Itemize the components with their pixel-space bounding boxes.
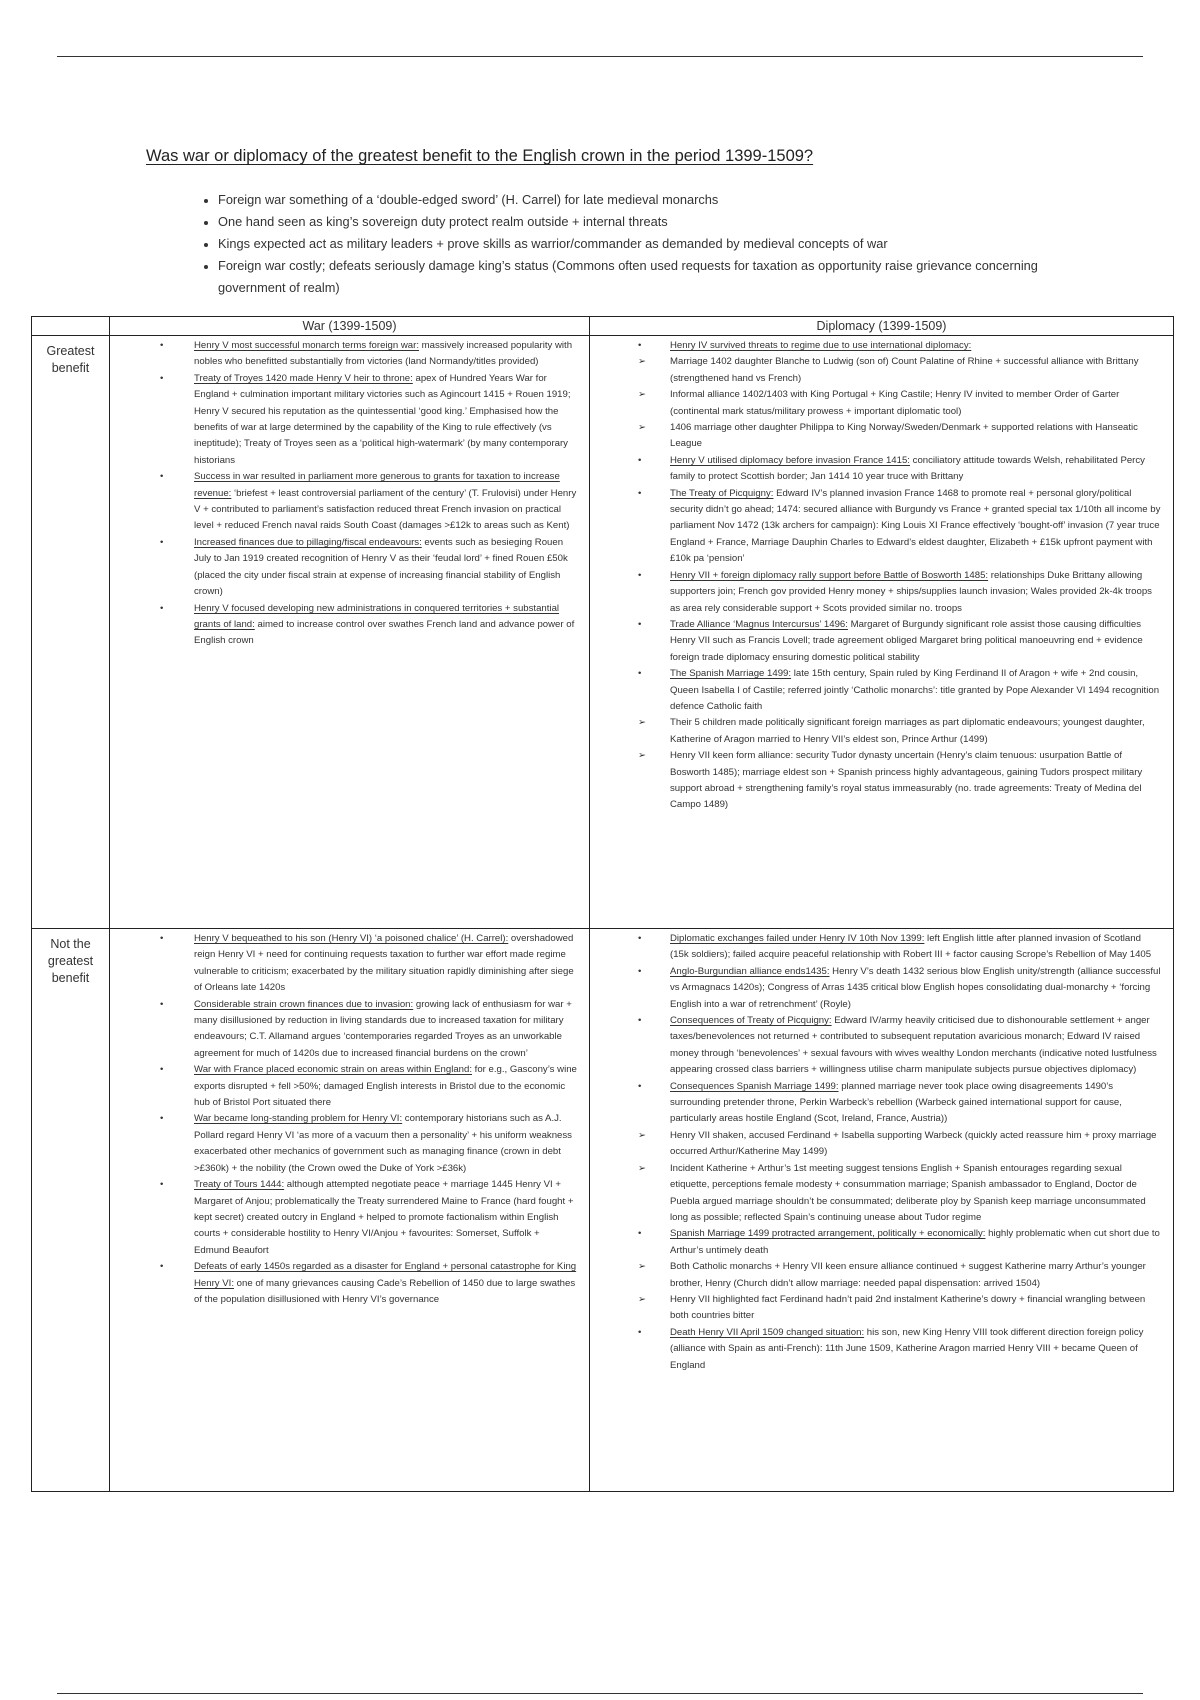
bullet-marker: • (638, 569, 642, 581)
item-text: although attempted negotiate peace + marriage 1445 Henry VI + Margaret of Anjou; problematically the Treaty surrendered Maine to France (hard fought + kept secret) created outcry in England + helped to promote factionalism within English courts + considerable hostility to Henry VI/Anjou + favourites: Somerset, Suffolk + Edmund Beaufort (194, 1179, 574, 1256)
bullet-marker: • (160, 998, 164, 1010)
list-item (590, 387, 1169, 420)
item-heading: War with France placed economic strain on areas within England: (194, 1064, 472, 1076)
item-heading: Henry V most successful monarch terms foreign war: (194, 340, 419, 351)
item-heading: Consequences of Treaty of Picquigny: (670, 1015, 832, 1027)
list-item (590, 354, 1169, 387)
item-text: Henry VII highlighted fact Ferdinand hadn’t paid 2nd instalment Katherine’s dowry + financial wrangling between both countries bitter (670, 1293, 1146, 1322)
item-text: overshadowed reign Henry VI + need for continuing requests taxation to further war effort made regime vulnerable to criticism; exacerbated by the military situation rapidly diminishing after siege of Orleans late 1420s (194, 933, 574, 994)
item-heading: Death Henry VII April 1509 changed situation: (670, 1326, 865, 1338)
arrow-bullet-icon: ➢ (638, 1162, 647, 1174)
row-label: Not the greatest benefit (32, 929, 110, 1492)
row-label: Greatest benefit (32, 336, 110, 929)
arrow-bullet-icon: ➢ (638, 422, 647, 434)
item-heading: Henry V focused developing new administrations in conquered territories + substantial grants of land: (194, 602, 560, 630)
diplomacy-cell (590, 336, 1174, 929)
table-header-row (32, 317, 1174, 336)
item-text: conciliatory attitude towards Welsh, rehabilitated Percy family to protect Scottish border; Jan 1414 10 year truce with Brittany (670, 454, 1145, 483)
bullet-marker: • (160, 1064, 164, 1076)
comparison-table (31, 316, 1174, 1492)
list-item (590, 1259, 1169, 1292)
list-item (590, 617, 1169, 666)
bottom-rule (57, 1693, 1143, 1694)
list-item (590, 568, 1169, 617)
item-text: Both Catholic monarchs + Henry VII keen ensure alliance continued + suggest Katherine marry Arthur’s younger brother, Henry (Church didn’t allow marriage: needed papal dispensation: arrived 1504) (670, 1261, 1146, 1289)
arrow-bullet-icon: ➢ (638, 717, 647, 729)
list-item (110, 1111, 585, 1177)
header-diplomacy: Diplomacy (1399-1509) (590, 317, 1174, 336)
bullet-marker: • (638, 618, 642, 630)
item-heading: Considerable strain crown finances due to invasion: (194, 998, 414, 1010)
list-item (110, 1259, 585, 1308)
item-text: Henry VII keen form alliance: security Tudor dynasty uncertain (Henry’s claim tenuous: usurpation Battle of Bosworth 1485); marriage eldest son + Spanish princess highly advantageous, gaining Tudors prospect military support abroad + strengthening family’s royal status immeasurably (no. trade agreements: Treaty of Medina del Campo 1489) (670, 750, 1143, 811)
item-text: late 15th century, Spain ruled by King Ferdinand II of Aragon + wife + 2nd cousin, Queen Isabella I of Castile; referred jointly ‘Catholic monarchs’: title granted by Pope Alexander VI 1494 recognition defence Catholic faith (670, 668, 1160, 712)
list-item (110, 997, 585, 1063)
list-item (110, 371, 585, 469)
bullet-marker: • (160, 1113, 164, 1125)
table-row-greatest-benefit (32, 336, 1174, 929)
item-heading: Defeats of early 1450s regarded as a disaster for England + personal catastrophe for King Henry VI: (194, 1261, 577, 1289)
list-item (590, 1128, 1169, 1161)
list-item (590, 420, 1169, 453)
item-heading: Diplomatic exchanges failed under Henry IV 10th Nov 1399: (670, 933, 925, 944)
item-text: growing lack of enthusiasm for war + many disillusioned by reduction in living standards due to increased taxation for military endeavours; C.T. Allamand argues ‘contemporaries regarded Troyes as an unworkable agreement for much of 1420s due to increased financial burdens on the crown’ (194, 998, 572, 1059)
item-text: Their 5 children made politically significant foreign marriages as part diplomatic endeavours; youngest daughter, Katherine of Aragon married to Henry VII’s eldest son, Prince Arthur (1499) (670, 717, 1145, 745)
bullet-marker: • (160, 536, 164, 548)
item-text: Henry VII shaken, accused Ferdinand + Isabella supporting Warbeck (quickly acted reassure him + proxy marriage occurred Arthur/Katherine May 1499) (670, 1129, 1157, 1158)
list-item (110, 601, 585, 650)
item-text: events such as besieging Rouen July to Jan 1919 created recognition of Henry V as their ‘feudal lord’ + fined Rouen £50k (placed the city under fiscal strain at expense of increasing financial stability of English crown) (194, 536, 568, 598)
item-text: left English little after planned invasion of Scotland (15k soldiers); failed acquire peaceful relationship with Robert III + factor causing Scrope’s Rebellion of May 1405 (670, 933, 1152, 961)
list-item (590, 931, 1169, 964)
item-heading: Increased finances due to pillaging/fiscal endeavours: (194, 536, 422, 548)
bullet-marker: • (638, 340, 642, 351)
item-text: for e.g., Gascony’s wine exports disrupted + fell >50%; damaged English interests in Bristol due to the economic hub of Bristol Port situated there (194, 1064, 577, 1109)
bullet-marker: • (160, 340, 164, 351)
arrow-bullet-icon: ➢ (638, 1261, 647, 1273)
bullet-marker: • (638, 668, 642, 680)
list-item (590, 1325, 1169, 1374)
item-heading: Henry IV survived threats to regime due to use international diplomacy: (670, 340, 972, 351)
arrow-bullet-icon: ➢ (638, 356, 647, 368)
item-heading: Treaty of Troyes 1420 made Henry V heir to throne: (194, 372, 413, 384)
bullet-marker: • (638, 1015, 642, 1027)
bullet-marker: • (160, 1179, 164, 1191)
list-item (110, 535, 585, 601)
list-item (110, 1062, 585, 1111)
bullet-marker: • (638, 1080, 642, 1092)
item-text: contemporary historians such as A.J. Pollard regard Henry VI ‘as more of a vacuum then a personality’ + his uniform weakness exacerbated other mechanics of government such as managing finance (crown in debt >£360k) + the nobility (the Crown owed the Duke of York >£36k) (194, 1113, 572, 1174)
intro-point: • One hand seen as king’s sovereign duty protect realm outside + internal threats (218, 211, 1078, 233)
header-war: War (1399-1509) (110, 317, 590, 336)
item-heading: The Treaty of Picquigny: (670, 487, 774, 499)
bullet-marker: • (160, 1261, 164, 1273)
item-heading: Spanish Marriage 1499 protracted arrangement, politically + economically: (670, 1228, 986, 1240)
top-rule (57, 56, 1143, 57)
item-text: apex of Hundred Years War for England + culmination important military victories such as Agincourt 1415 + Rouen 1919; Henry V secured his reputation as the quintessential ‘good king.’ Emphasised how the benefits of war at large determined by the capability of the King to rule effectively (vs ineptitude); Treaty of Troyes seen as a ‘political high-watermark’ (by many contemporary historians (194, 372, 571, 466)
page-title: Was war or diplomacy of the greatest benefit to the English crown in the period 1399-1509? (146, 147, 814, 165)
list-item (590, 338, 1169, 354)
item-heading: Henry V bequeathed to his son (Henry VI) ‘a poisoned chalice’ (H. Carrel): (194, 933, 509, 944)
arrow-bullet-icon: ➢ (638, 1129, 647, 1141)
item-text: Marriage 1402 daughter Blanche to Ludwig (son of) Count Palatine of Rhine + successful alliance with Brittany (strengthened hand vs French) (670, 356, 1139, 384)
item-heading: War became long-standing problem for Henry VI: (194, 1113, 403, 1125)
list-item (590, 666, 1169, 715)
item-text: massively increased popularity with nobles who benefitted substantially from victories (land Normandy/titles provided) (194, 340, 573, 368)
item-heading: Henry VII + foreign diplomacy rally support before Battle of Bosworth 1485: (670, 569, 989, 581)
list-item (590, 1161, 1169, 1227)
item-text: one of many grievances causing Cade’s Rebellion of 1450 due to large swathes of the population disillusioned with Henry VI’s governance (194, 1277, 576, 1305)
list-item (590, 964, 1169, 1013)
table-row-not-greatest-benefit (32, 929, 1174, 1492)
item-text: 1406 marriage other daughter Philippa to King Norway/Sweden/Denmark + supported relations with Hanseatic League (670, 422, 1138, 450)
item-heading: Treaty of Tours 1444: (194, 1179, 285, 1191)
item-heading: Henry V utilised diplomacy before invasion France 1415: (670, 454, 910, 466)
list-item (110, 469, 585, 535)
list-item (590, 1079, 1169, 1128)
header-blank (32, 317, 110, 336)
list-item (110, 338, 585, 371)
item-heading: The Spanish Marriage 1499: (670, 668, 792, 680)
item-text: Informal alliance 1402/1403 with King Portugal + King Castile; Henry IV invited to member Order of Garter (continental mark status/military prowess + important diplomatic tool) (670, 389, 1120, 417)
item-text: highly problematic when cut short due to Arthur’s untimely death (670, 1228, 1160, 1256)
list-item (590, 453, 1169, 486)
list-item (110, 1177, 585, 1259)
bullet-marker: • (638, 1326, 642, 1338)
item-heading: Success in war resulted in parliament more generous to grants for taxation to increase revenue: (194, 471, 560, 499)
war-cell (110, 336, 590, 929)
arrow-bullet-icon: ➢ (638, 750, 647, 762)
bullet-marker: • (638, 454, 642, 466)
intro-point: • Foreign war costly; defeats seriously damage king’s status (Commons often used requests for taxation as opportunity raise grievance concerning government of realm) (218, 255, 1078, 299)
item-heading: Consequences Spanish Marriage 1499: (670, 1080, 839, 1092)
item-heading: Anglo-Burgundian alliance ends1435: (670, 965, 830, 977)
item-text: aimed to increase control over swathes French land and advance power of English crown (194, 618, 575, 647)
intro-point: • Foreign war something of a ‘double-edged sword’ (H. Carrel) for late medieval monarchs (218, 189, 1078, 211)
item-text: Margaret of Burgundy significant role assist those causing difficulties Henry VII such as Francis Lovell; trade agreement obliged Margaret bring political manoeuvring end + evidence foreign trade diplomacy ensuring domestic political stability (670, 618, 1143, 663)
list-item (590, 1226, 1169, 1259)
item-text: Henry V’s death 1432 serious blow English unity/strength (alliance successful vs Armagnacs 1420s); Congress of Arras 1435 critical blow English hopes consolidating dual-monarchy + ‘forcing English into a war of retrenchment’ (Royle) (670, 965, 1161, 1010)
bullet-marker: • (160, 372, 164, 384)
item-text: his son, new King Henry VIII took different direction foreign policy (alliance with Spain as anti-French): 11th June 1509, Katherine Aragon married Henry VIII + became Queen of England (670, 1326, 1144, 1371)
bullet-marker: • (638, 965, 642, 977)
item-text: Edward IV/army heavily criticised due to dishonourable settlement + anger taxes/benevolences not returned + contributed to subsequent reputation avaricious monarch; Edward IV raised money through ‘benevolences’ + sexual favours with wives wealthy London merchants (indicative noted lustfulness appearing crossed class barriers + willingness utilise charm manipulate subjects pursue objectives diplomacy) (670, 1015, 1157, 1076)
intro-list (178, 189, 1078, 299)
item-text: Incident Katherine + Arthur’s 1st meeting suggest tensions English + Spanish entourages regarding sexual etiquette, perceptions female modesty + consummation marriage; Spanish ambassador to England, Doctor de Puebla argued marriage shouldn’t be consummated; deliberate ploy by Spanish keep marriage unconsummated long as possible; reflected Spain’s continuing unease about Tudor regime (670, 1162, 1146, 1223)
item-text: Edward IV’s planned invasion France 1468 to promote real + personal glory/political security didn’t go ahead; 1474: secured alliance with Burgundy vs France + granted special tax 1/10th all income by parliament Nov 1472 (13k archers for campaign): King Louis XI France effectively ‘bought-off’ invasion (7 year truce England + France, Marriage Dauphin Charles to Edward’s eldest daughter, Elizabeth + £15k upfront payment with £10k pa ‘pension’ (670, 487, 1161, 565)
list-item (590, 748, 1169, 814)
bullet-marker: • (160, 471, 164, 483)
bullet-marker: • (160, 602, 164, 614)
list-item (590, 715, 1169, 748)
war-cell (110, 929, 590, 1492)
item-heading: Trade Alliance ‘Magnus Intercursus’ 1496: (670, 618, 848, 630)
item-text: planned marriage never took place owing disagreements 1490’s surrounding pretender throne, Perkin Warbeck’s rebellion (Warbeck gained international support for cause, particularly areas hostile England (Scot, Ireland, France, Austria)) (670, 1080, 1122, 1125)
arrow-bullet-icon: ➢ (638, 389, 647, 401)
list-item (590, 1292, 1169, 1325)
list-item (590, 1013, 1169, 1079)
arrow-bullet-icon: ➢ (638, 1293, 647, 1305)
intro-point: • Kings expected act as military leaders + prove skills as warrior/commander as demanded by medieval concepts of war (218, 233, 1078, 255)
list-item (110, 931, 585, 997)
item-text: ‘briefest + least controversial parliament of the century’ (T. Frulovisi) under Henry V + contributed to parliament’s satisfaction reduced threat French invasion on practical level + reduced French naval raids South Coast (damages >£12k to areas such as Kent) (194, 487, 577, 532)
bullet-marker: • (638, 933, 642, 944)
item-text: relationships Duke Brittany allowing supporters join; French gov provided Henry money + ships/supplies launch invasion; Wales provided 2k-4k troops as area rely considerable support + Scots provided similar no. troops (670, 569, 1152, 614)
bullet-marker: • (638, 487, 642, 499)
bullet-marker: • (638, 1228, 642, 1240)
list-item (590, 486, 1169, 568)
diplomacy-cell (590, 929, 1174, 1492)
bullet-marker: • (160, 933, 164, 944)
